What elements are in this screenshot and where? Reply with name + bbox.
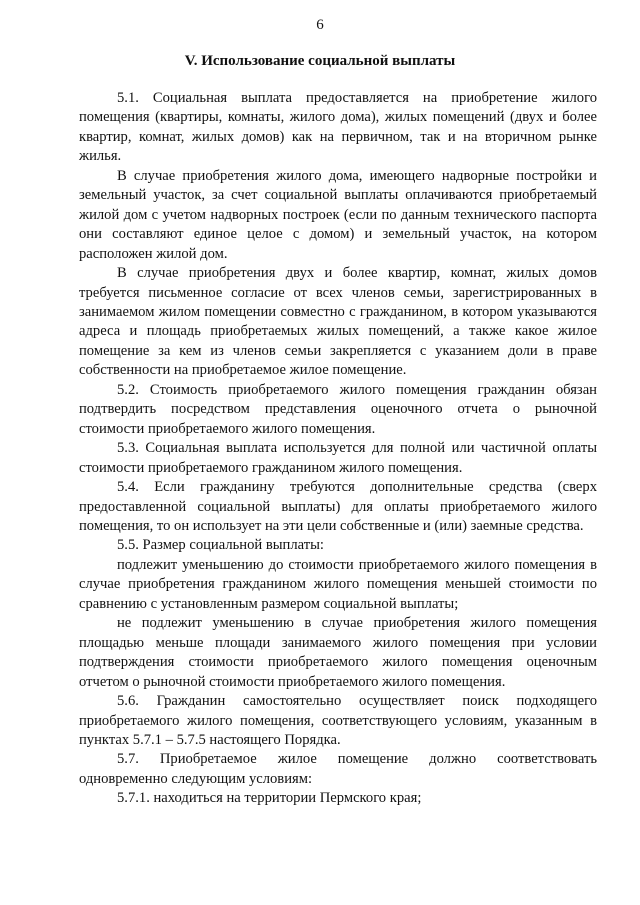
paragraph-5-7-1: 5.7.1. находиться на территории Пермского края;: [117, 790, 422, 807]
body-text: [79, 89, 597, 809]
paragraph-house-purchase: В случае приобретения жилого дома, имеющего надворные постройки и земельный участок, за счет социальной выплаты оплачиваются приобретаемый жилой дом с учетом надворных построек (если по данным технического паспорта они составляют единое целое с домом) и земельный участок, на котором расположен жилой дом.: [79, 167, 597, 262]
paragraph-multiple-purchase: В случае приобретения двух и более квартир, комнат, жилых домов требуется письменное согласие от всех членов семьи, зарегистрированных в занимаемом жилом помещении совместно с гражданином, в котором указываются адреса и площадь приобретаемых жилых помещений, а также какое жилое помещение за кем из членов семьи закрепляется с указанием доли в праве собственности на приобретаемое жилое помещение.: [79, 265, 597, 379]
paragraph-5-2: 5.2. Стоимость приобретаемого жилого помещения гражданин обязан подтвердить посредством представления оценочного отчета о рыночной стоимости приобретаемого жилого помещения.: [79, 381, 597, 437]
paragraph-5-5: 5.5. Размер социальной выплаты:: [117, 537, 324, 554]
page-number: 6: [316, 17, 324, 33]
paragraph-5-4: 5.4. Если гражданину требуются дополнительные средства (сверх предоставленной социальной выплаты) для оплаты приобретаемого жилого помещения, то он использует на эти цели собственные и (или) заемные средства.: [79, 479, 597, 534]
paragraph-5-5-reduce: подлежит уменьшению до стоимости приобретаемого жилого помещения в случае приобретения гражданином жилого помещения меньшей стоимости по сравнению с установленным размером социальной выплаты;: [79, 556, 597, 612]
paragraph-5-6: 5.6. Гражданин самостоятельно осуществляет поиск подходящего приобретаемого жилого помещения, соответствующего условиям, указанным в пунктах 5.7.1 – 5.7.5 настоящего Порядка.: [79, 693, 597, 748]
section-heading: V. Использование социальной выплаты: [184, 53, 456, 69]
paragraph-5-5-no-reduce: не подлежит уменьшению в случае приобретения жилого помещения площадью меньше площади занимаемого жилого помещения при условии подтверждения стоимости приобретаемого жилого помещения оценочным отчетом о рыночной стоимости приобретаемого жилого помещения.: [79, 615, 597, 690]
paragraph-5-3: 5.3. Социальная выплата используется для полной или частичной оплаты стоимости приобретаемого гражданином жилого помещения.: [79, 440, 597, 476]
paragraph-5-7: 5.7. Приобретаемое жилое помещение должно соответствовать одновременно следующим условиям:: [79, 751, 597, 787]
paragraph-5-1: 5.1. Социальная выплата предоставляется на приобретение жилого помещения (квартиры, комнаты, жилого дома), жилых помещений (двух и более квартир, комнат, жилых домов) как на первичном, так и на вторичном рынке жилья.: [79, 90, 597, 165]
